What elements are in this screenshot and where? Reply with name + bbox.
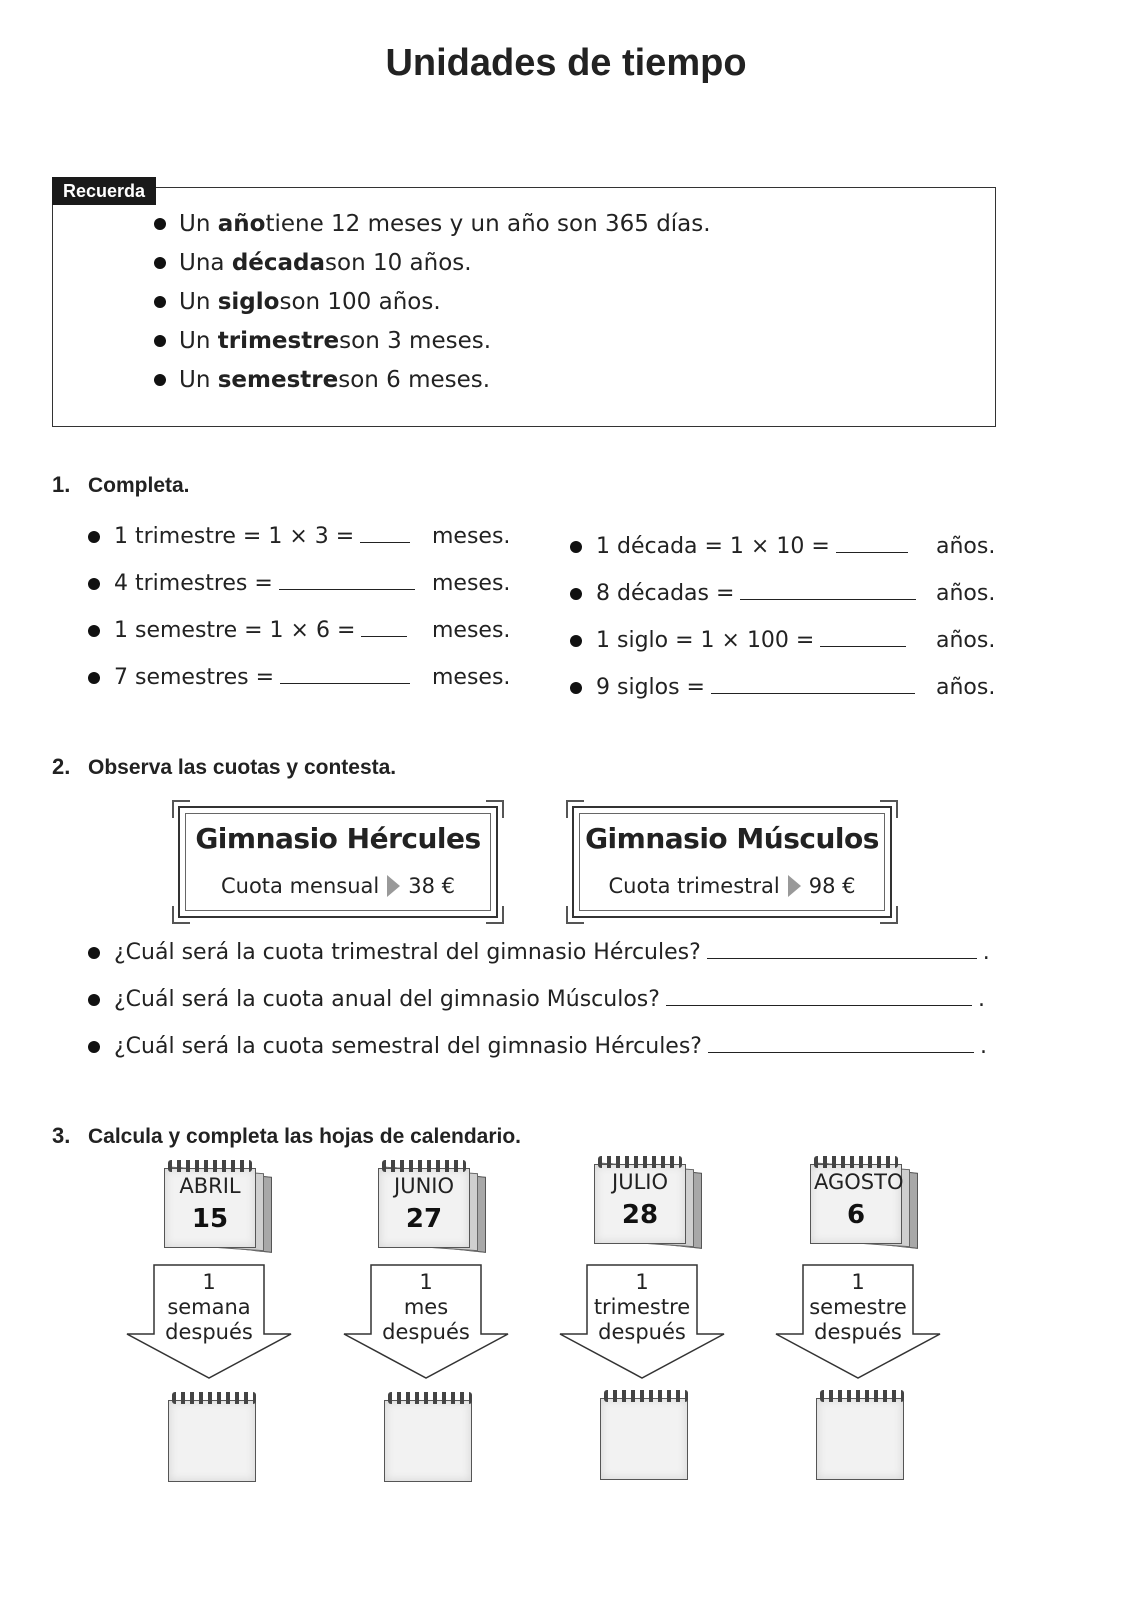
- corner-ornament-icon: [486, 906, 504, 924]
- arrow-label: 1 semana después: [165, 1270, 253, 1344]
- blank-calendar[interactable]: [384, 1392, 499, 1482]
- calendar-day: 28: [621, 1200, 659, 1230]
- exercise-1-row: 8 décadas =: [570, 581, 922, 606]
- question-row: ¿Cuál será la cuota semestral del gimnasio Hércules? .: [88, 1034, 987, 1059]
- arrow-label: 1 mes después: [382, 1270, 470, 1344]
- gym-name: Gimnasio Hércules: [195, 822, 481, 855]
- exercise-1-row: 9 siglos =: [570, 675, 921, 700]
- calendar-rings-icon: [168, 1160, 252, 1172]
- bullet-icon: [154, 218, 166, 230]
- gym-card-musculos: [572, 806, 892, 918]
- calendar-rings-icon: [604, 1390, 688, 1402]
- remember-item: Un siglo son 100 años.: [154, 289, 441, 315]
- remember-item: Un año tiene 12 meses y un año son 365 días.: [154, 211, 711, 237]
- calendar-month: JULIO: [612, 1170, 668, 1194]
- gym-fee: Cuota mensual 38 €: [220, 874, 455, 898]
- answer-blank[interactable]: [708, 1034, 974, 1053]
- bullet-icon: [154, 335, 166, 347]
- remember-item: Una década son 10 años.: [154, 250, 472, 276]
- answer-blank[interactable]: [361, 618, 407, 637]
- calendar-month: AGOSTO: [814, 1170, 904, 1194]
- calendar-page[interactable]: [168, 1400, 256, 1482]
- bullet-icon: [570, 541, 582, 553]
- answer-blank[interactable]: [360, 524, 410, 543]
- calendar-julio: [594, 1156, 709, 1246]
- question-row: ¿Cuál será la cuota anual del gimnasio Músculos? .: [88, 987, 985, 1012]
- answer-blank[interactable]: [836, 534, 908, 553]
- unit-label: meses.: [432, 571, 511, 596]
- bullet-icon: [88, 531, 100, 543]
- answer-blank[interactable]: [280, 665, 410, 684]
- bullet-icon: [154, 296, 166, 308]
- corner-ornament-icon: [880, 906, 898, 924]
- corner-ornament-icon: [880, 800, 898, 818]
- unit-label: años.: [936, 675, 996, 700]
- unit-label: meses.: [432, 618, 511, 643]
- calendar-rings-icon: [598, 1156, 682, 1168]
- arrow-label: 1 semestre después: [809, 1270, 907, 1344]
- recuerda-label: Recuerda: [52, 177, 156, 205]
- exercise-1-row: 1 siglo = 1 × 100 =: [570, 628, 912, 653]
- bullet-icon: [570, 682, 582, 694]
- calendar-day: 27: [405, 1204, 443, 1234]
- answer-blank[interactable]: [279, 571, 415, 590]
- bullet-icon: [154, 374, 166, 386]
- calendar-rings-icon: [820, 1390, 904, 1402]
- arrow-label: 1 trimestre después: [593, 1270, 691, 1344]
- page-title: Unidades de tiempo: [385, 42, 747, 84]
- corner-ornament-icon: [172, 800, 190, 818]
- blank-calendar[interactable]: [600, 1390, 715, 1480]
- play-arrow-icon: [788, 875, 801, 897]
- answer-blank[interactable]: [711, 675, 915, 694]
- calendar-page[interactable]: [600, 1398, 688, 1480]
- unit-label: años.: [936, 581, 996, 606]
- bullet-icon: [88, 578, 100, 590]
- bullet-icon: [88, 625, 100, 637]
- exercise-1-row: 7 semestres =: [88, 665, 416, 690]
- corner-ornament-icon: [566, 906, 584, 924]
- question-row: ¿Cuál será la cuota trimestral del gimnasio Hércules? .: [88, 940, 990, 965]
- bullet-icon: [88, 672, 100, 684]
- bullet-icon: [88, 947, 100, 959]
- exercise-1-row: 1 década = 1 × 10 =: [570, 534, 914, 559]
- exercise-1-heading: 1. Completa.: [52, 472, 190, 497]
- bullet-icon: [154, 257, 166, 269]
- calendar-abril: [164, 1160, 279, 1250]
- gym-fee: Cuota trimestral 98 €: [608, 874, 856, 898]
- corner-ornament-icon: [172, 906, 190, 924]
- unit-label: años.: [936, 534, 996, 559]
- unit-label: años.: [936, 628, 996, 653]
- answer-blank[interactable]: [707, 940, 977, 959]
- exercise-1-row: 1 trimestre = 1 × 3 =: [88, 524, 416, 549]
- gym-name: Gimnasio Músculos: [585, 822, 879, 855]
- calendar-agosto: [810, 1156, 925, 1246]
- calendar-rings-icon: [388, 1392, 472, 1404]
- exercise-1-row: 1 semestre = 1 × 6 =: [88, 618, 413, 643]
- play-arrow-icon: [387, 875, 400, 897]
- bullet-icon: [570, 635, 582, 647]
- calendar-rings-icon: [814, 1156, 898, 1168]
- bullet-icon: [570, 588, 582, 600]
- blank-calendar[interactable]: [816, 1390, 931, 1480]
- answer-blank[interactable]: [666, 987, 972, 1006]
- calendar-month: JUNIO: [394, 1174, 454, 1198]
- exercise-3-heading: 3. Calcula y completa las hojas de calendario.: [52, 1123, 522, 1148]
- unit-label: meses.: [432, 524, 511, 549]
- exercise-2-heading: 2. Observa las cuotas y contesta.: [52, 754, 397, 779]
- calendar-junio: [378, 1160, 493, 1250]
- gym-card-hercules: [178, 806, 498, 918]
- calendar-page[interactable]: [816, 1398, 904, 1480]
- calendar-day: 15: [191, 1204, 229, 1234]
- calendar-day: 6: [846, 1200, 866, 1230]
- exercise-1-row: 4 trimestres =: [88, 571, 421, 596]
- corner-ornament-icon: [486, 800, 504, 818]
- calendar-month: ABRIL: [179, 1174, 241, 1198]
- corner-ornament-icon: [566, 800, 584, 818]
- answer-blank[interactable]: [740, 581, 916, 600]
- bullet-icon: [88, 1041, 100, 1053]
- unit-label: meses.: [432, 665, 511, 690]
- remember-item: Un semestre son 6 meses.: [154, 367, 490, 393]
- blank-calendar[interactable]: [168, 1392, 283, 1482]
- calendar-page[interactable]: [384, 1400, 472, 1482]
- calendar-rings-icon: [382, 1160, 466, 1172]
- remember-item: Un trimestre son 3 meses.: [154, 328, 491, 354]
- bullet-icon: [88, 994, 100, 1006]
- answer-blank[interactable]: [820, 628, 906, 647]
- calendar-rings-icon: [172, 1392, 256, 1404]
